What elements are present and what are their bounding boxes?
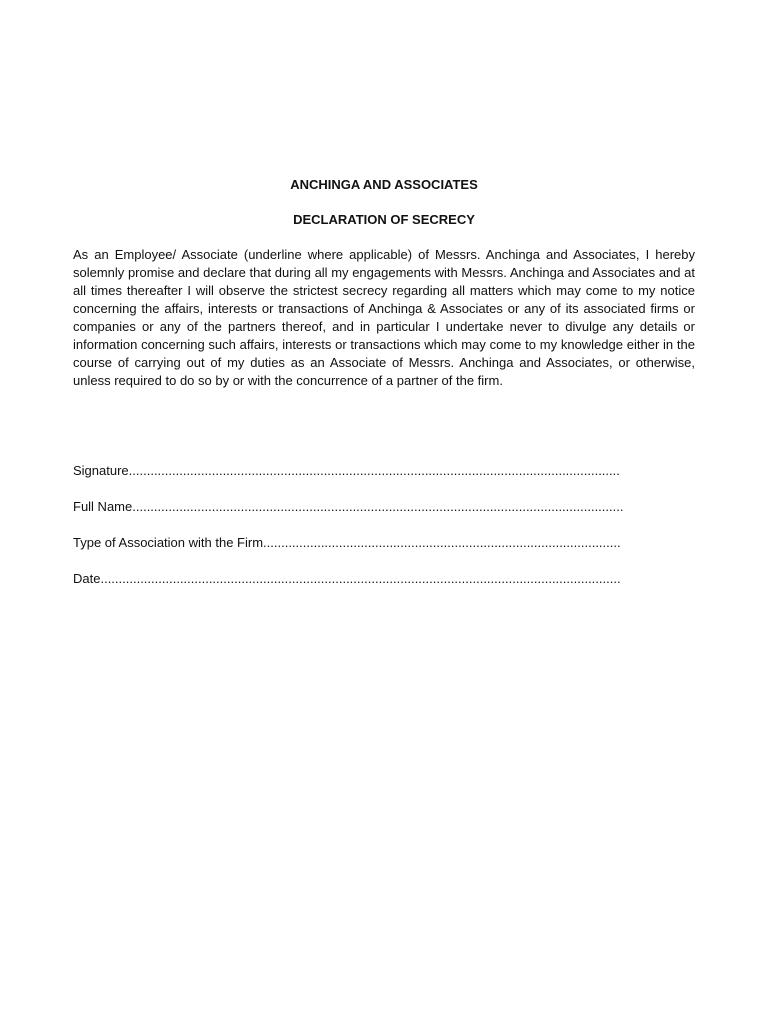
declaration-paragraph: As an Employee/ Associate (underline where applicable) of Messrs. Anchinga and Associates, I hereby solemnly promise and declare that during all my engagements with Messrs. Anchinga and Associates and at all times thereafter I will observe the strictest secrecy regarding all matters which may come to my notice concerning the affairs, interests or transactions of Anchinga & Associates or any of its associated firms or companies or any of the partners thereof, and in particular I undertake never to divulge any details or information concerning such affairs, interests or transactions which may come to my knowledge either in the course of carrying out of my duties as an Associate of Messrs. Anchinga and Associates, or otherwise, unless required to do so by or with the concurrence of a partner of the firm. [73, 247, 695, 388]
association-type-field [73, 534, 695, 552]
signature-label: Signature [73, 463, 129, 478]
company-name: ANCHINGA AND ASSOCIATES [290, 177, 478, 192]
date-field [73, 570, 695, 588]
association-type-blank: ................................................................................................... [263, 535, 621, 550]
full-name-field [73, 498, 695, 516]
date-blank: ................................................................................................................................................ [100, 571, 621, 586]
association-type-label: Type of Association with the Firm [73, 535, 264, 550]
signature-blank: ........................................................................................................................................ [128, 463, 620, 478]
signature-field [73, 462, 695, 480]
date-label: Date [73, 571, 101, 586]
signature-fields [73, 462, 695, 588]
full-name-label: Full Name [73, 499, 133, 514]
document-title: DECLARATION OF SECRECY [293, 212, 475, 227]
full-name-blank: ........................................................................................................................................ [132, 499, 624, 514]
document-content [73, 176, 695, 606]
